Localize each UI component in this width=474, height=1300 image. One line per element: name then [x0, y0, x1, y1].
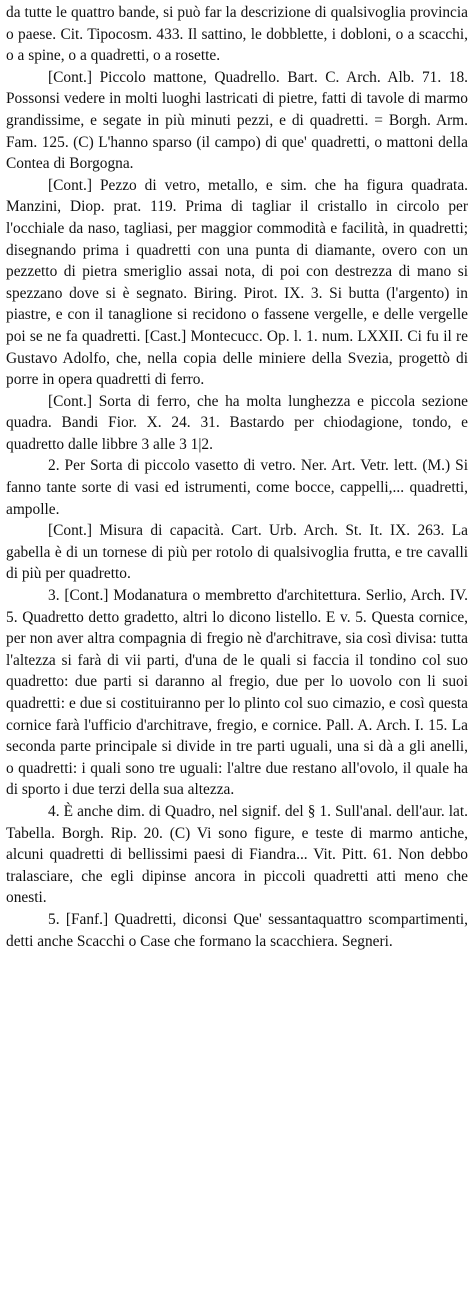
- entry-paragraph-4: [Cont.] Sorta di ferro, che ha molta lunghezza e piccola sezione quadra. Bandi Fior. X. 24. 31. Bastardo per chiodagione, tondo, e quadretto dalle libbre 3 alle 3 1|2.: [6, 392, 468, 453]
- entry-paragraph-2: [Cont.] Piccolo mattone, Quadrello. Bart. C. Arch. Alb. 71. 18. Possonsi vedere in molti luoghi lastricati di pietre, fatti di tavole di marmo grandissime, e segate in più minuti pezzi, e di quadretti. = Borgh. Arm. Fam. 125. (C) L'hanno sparso (il campo) di que' quadretti, o mattoni della Contea di Borgogna.: [6, 68, 468, 173]
- entry-paragraph-7: 3. [Cont.] Modanatura o membretto d'architettura. Serlio, Arch. IV. 5. Quadretto detto gradetto, altri lo dicono listello. E v. 5. Questa cornice, per non aver altra compagnia di fregio nè d'architrave, sia così divisa: tutta l'altezza si farà di vii parti, d'una de le quali si faccia il tondino col suo quadretto: due parti si daranno al fregio, due per lo uovolo con li suoi quadretti: e due si costituiranno per lo plinto col suo cimazio, e così questa cornice farà l'ufficio d'architrave, fregio, e cornice. Pall. A. Arch. I. 15. La seconda parte principale si divide in tre parti uguali, una si dà a gli anelli, o quadretti: i quali sono tre uguali: l'altre due restano all'ovolo, il quale ha di sporto i due terzi della sua altezza.: [6, 587, 468, 799]
- entry-paragraph-9: 5. [Fanf.] Quadretti, diconsi Que' sessantaquattro scompartimenti, detti anche Scacchi o Case che formano la scacchiera. Segneri.: [6, 910, 468, 950]
- entry-paragraph-5: 2. Per Sorta di piccolo vasetto di vetro. Ner. Art. Vetr. lett. (M.) Si fanno tante sorte di vasi ed istrumenti, come bocce, cappelli,... quadretti, ampolle.: [6, 457, 468, 518]
- entry-paragraph-8: 4. È anche dim. di Quadro, nel signif. del § 1. Sull'anal. dell'aur. lat. Tabella. Borgh. Rip. 20. (C) Vi sono figure, e teste di marmo antiche, alcuni quadretti di bellissimi paesi di Fiandra... Vit. Pitt. 61. Non debbo tralasciare, che egli dipinse ancora in piccoli quadretti atti meno che onesti.: [6, 802, 468, 907]
- entry-paragraph-6: [Cont.] Misura di capacità. Cart. Urb. Arch. St. It. IX. 263. La gabella è di un tornese di più per rotolo di qualsivoglia frutta, e tre cavalli di più per quadretto.: [6, 522, 468, 583]
- entry-paragraph-3: [Cont.] Pezzo di vetro, metallo, e sim. che ha figura quadrata. Manzini, Diop. prat. 119. Prima di tagliar il cristallo in circolo per l'occhiale da naso, tagliasi, per maggior commodità e facilità, in quadretti; disegnando prima i quadretti con una punta di diamante, overo con un pezzetto di pietra smeriglio assai nota, di poi con destrezza di mano si spezzano dove si è segnato. Biring. Pirot. IX. 3. Si butta (l'argento) in piastre, e con il tanaglione si recidono o fassene vergelle, e delle vergelle poi se ne fa quadretti. [Cast.] Montecucc. Op. l. 1. num. LXXII. Ci fu il re Gustavo Adolfo, che, nella copia delle miniere della Svezia, progettò di porre in opera quadretti di ferro.: [6, 176, 468, 389]
- entry-paragraph-1: da tutte le quattro bande, si può far la descrizione di qualsivoglia provincia o paese. Cit. Tipocosm. 433. Il sattino, le dobblette, i dobloni, o a scacchi, o a spine, o a quadretti, o a rosette.: [6, 4, 468, 65]
